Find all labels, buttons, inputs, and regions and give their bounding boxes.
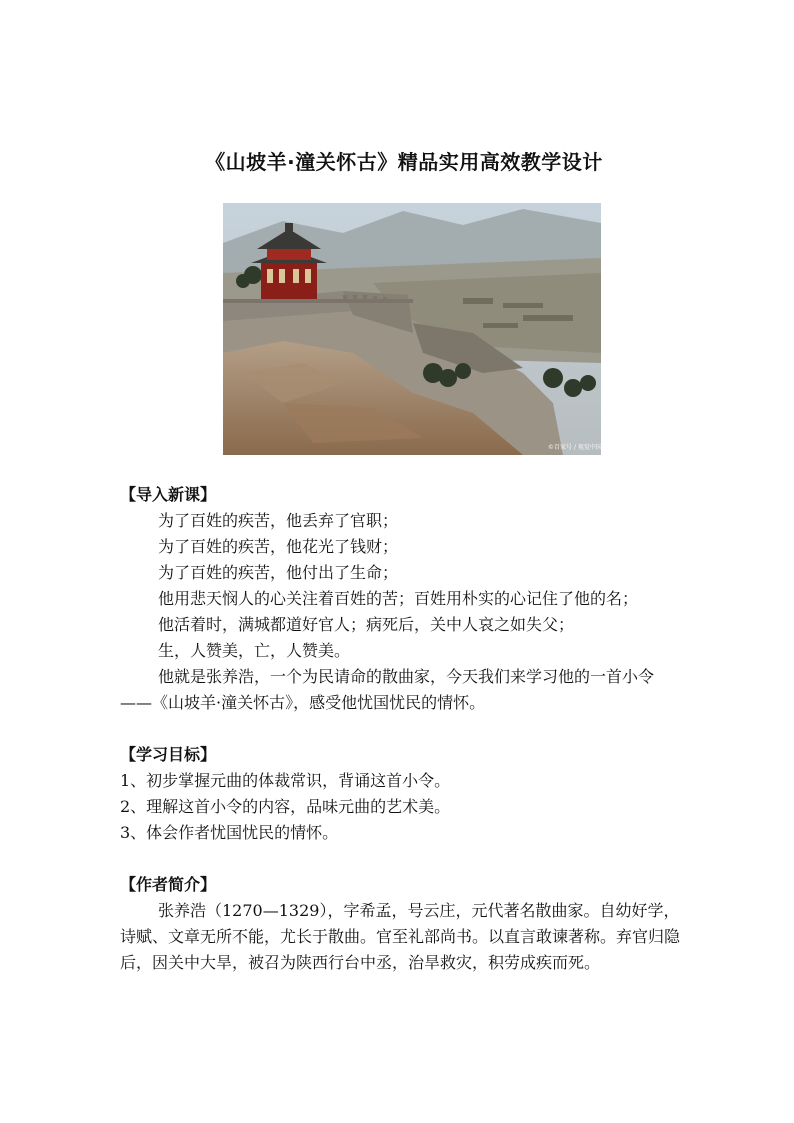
document-body	[120, 482, 685, 976]
goal-item: 3、体会作者忧国忧民的情怀。	[120, 823, 339, 842]
intro-line: 他用悲天悯人的心关注着百姓的苦；百姓用朴实的心记住了他的名；	[158, 589, 639, 608]
section-author	[120, 872, 685, 976]
section-heading-goals: 【学习目标】	[120, 745, 217, 764]
section-goals	[120, 742, 685, 846]
intro-line: 为了百姓的疾苦，他付出了生命；	[158, 563, 399, 582]
section-spacer	[120, 716, 685, 742]
document-title: 《山坡羊·潼关怀古》精品实用高效教学设计	[205, 150, 603, 174]
goal-item: 1、初步掌握元曲的体裁常识，背诵这首小令。	[120, 771, 451, 790]
intro-line: 生，人赞美，亡，人赞美。	[158, 641, 351, 660]
photo-credit: ©百家号 / 视觉中国	[548, 444, 602, 451]
section-heading-author: 【作者简介】	[120, 875, 217, 894]
intro-line: 为了百姓的疾苦，他花光了钱财；	[158, 537, 399, 556]
tongguan-landscape-photo	[223, 203, 601, 455]
intro-line: 他活着时，满城都道好官人；病死后，关中人哀之如失父；	[158, 615, 575, 634]
goal-item: 2、理解这首小令的内容，品味元曲的艺术美。	[120, 797, 451, 816]
intro-line: 他就是张养浩，一个为民请命的散曲家，今天我们来学习他的一首小令——《山坡羊·潼关怀古》，感受他忧国忧民的情怀。	[120, 667, 655, 712]
section-intro	[120, 482, 685, 716]
author-bio: 张养浩（1270—1329），字希孟，号云庄，元代著名散曲家。自幼好学，诗赋、文章无所不能，尤长于散曲。官至礼部尚书。以直言敢谏著称。弃官归隐后，因关中大旱，被召为陕西行台中丞，治旱救灾，积劳成疾而死。	[120, 901, 681, 972]
section-spacer	[120, 846, 685, 872]
intro-line: 为了百姓的疾苦，他丢弃了官职；	[158, 511, 399, 530]
section-heading-intro: 【导入新课】	[120, 485, 217, 504]
